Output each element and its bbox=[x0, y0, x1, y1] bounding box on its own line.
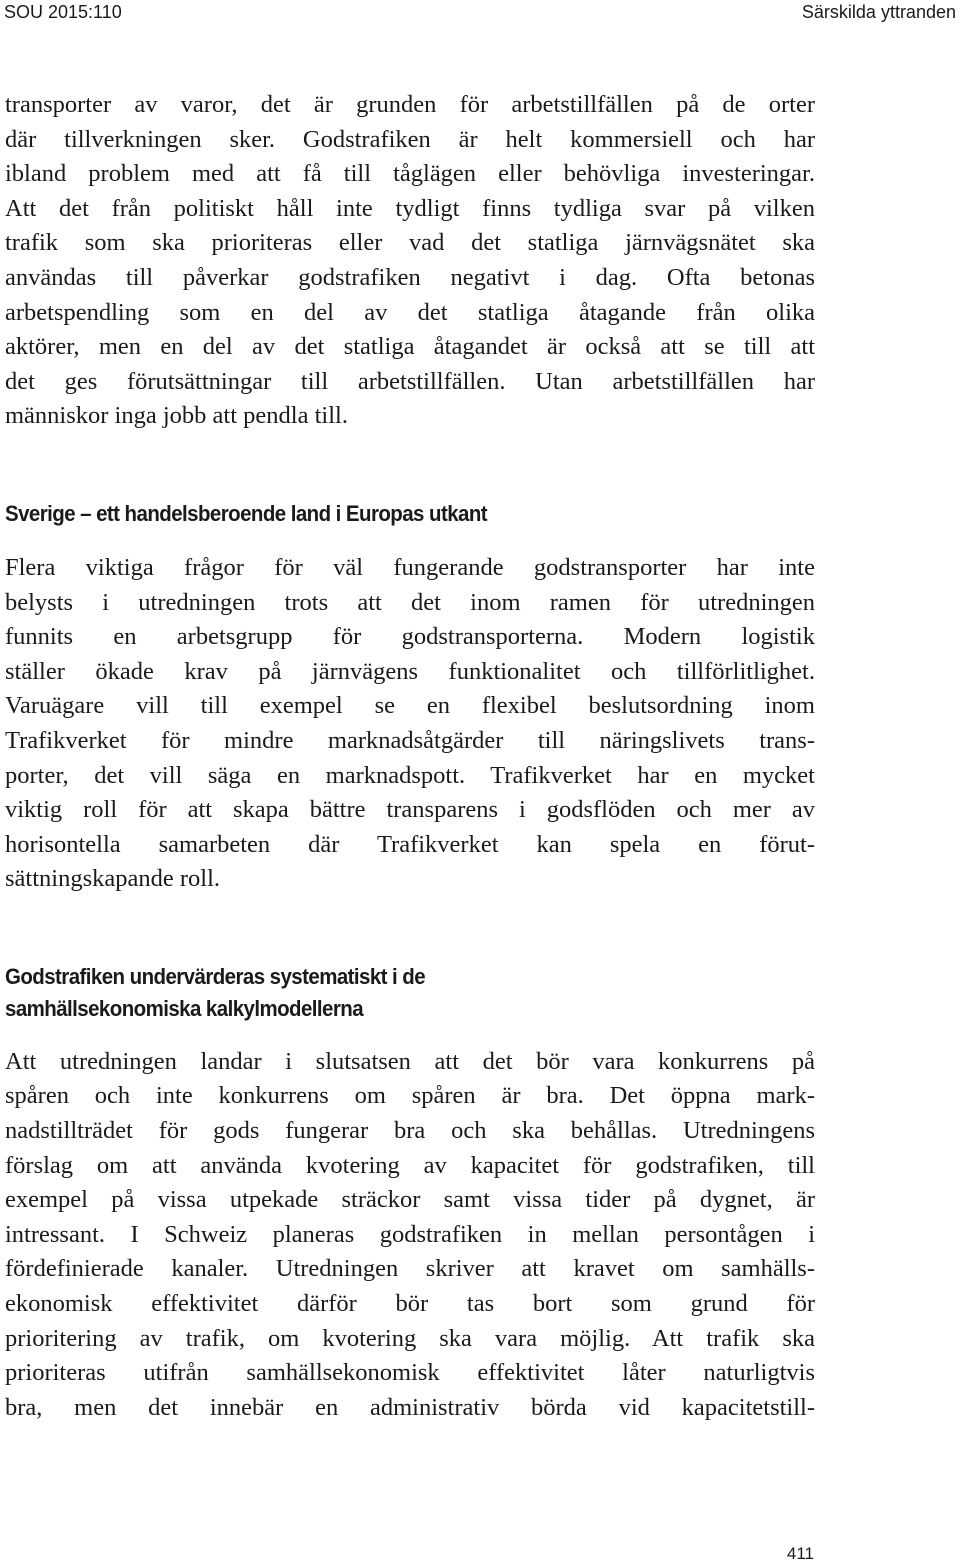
text-line: fördefinierade kanaler. Utredningen skriver att kravet om samhälls- bbox=[5, 1255, 815, 1283]
text-line: ställer ökade krav på järnvägens funktionalitet och tillförlitlighet. bbox=[5, 657, 815, 685]
paragraph-trade bbox=[5, 551, 815, 897]
text-line: prioritering av trafik, om kvotering ska vara möjlig. Att trafik ska bbox=[5, 1324, 815, 1352]
text-line: Varuägare vill till exempel se en flexibel beslutsordning inom bbox=[5, 692, 815, 720]
text-line: intressant. I Schweiz planeras godstrafiken in mellan persontågen i bbox=[5, 1220, 815, 1248]
paragraph-freight bbox=[5, 1045, 815, 1426]
text-line: horisontella samarbeten där Trafikverket kan spela en förut- bbox=[5, 830, 815, 858]
text-line: människor inga jobb att pendla till. bbox=[5, 402, 348, 430]
section-heading-freight bbox=[5, 961, 758, 1025]
text-line: prioriteras utifrån samhällsekonomisk effektivitet låter naturligtvis bbox=[5, 1359, 815, 1387]
page-body bbox=[5, 88, 815, 1425]
text-line: transporter av varor, det är grunden för arbetstillfällen på de orter bbox=[5, 91, 815, 118]
running-header bbox=[0, 2, 960, 24]
text-line: ekonomisk effektivitet därför bör tas bort som grund för bbox=[5, 1290, 815, 1318]
text-line: aktörer, men en del av det statliga åtagandet är också att se till att bbox=[5, 333, 815, 361]
text-line: Att det från politiskt håll inte tydligt finns tydliga svar på vilken bbox=[5, 194, 815, 222]
text-line: funnits en arbetsgrupp för godstransporterna. Modern logistik bbox=[5, 623, 815, 651]
text-line: det ges förutsättningar till arbetstillfällen. Utan arbetstillfällen har bbox=[5, 367, 815, 395]
text-line: spåren och inte konkurrens om spåren är bra. Det öppna mark- bbox=[5, 1082, 815, 1110]
text-line: Att utredningen landar i slutsatsen att det bör vara konkurrens på bbox=[5, 1047, 815, 1075]
text-line: Trafikverket för mindre marknadsåtgärder till näringslivets trans- bbox=[5, 726, 815, 754]
text-line: exempel på vissa utpekade sträckor samt vissa tider på dygnet, är bbox=[5, 1186, 815, 1214]
text-line: viktig roll för att skapa bättre transparens i godsflöden och mer av bbox=[5, 796, 815, 824]
text-line: förslag om att använda kvotering av kapacitet för godstrafiken, till bbox=[5, 1151, 815, 1179]
text-line: där tillverkningen sker. Godstrafiken är helt kommersiell och har bbox=[5, 125, 815, 153]
text-line: nadstillträdet för gods fungerar bra och ska behållas. Utredningens bbox=[5, 1117, 815, 1145]
text-line: belysts i utredningen trots att det inom ramen för utredningen bbox=[5, 588, 815, 616]
text-line: användas till påverkar godstrafiken negativt i dag. Ofta betonas bbox=[5, 263, 815, 291]
section-heading-trade: Sverige – ett handelsberoende land i Europas utkant bbox=[5, 500, 488, 526]
page-number: 411 bbox=[786, 1544, 814, 1563]
document-reference: SOU 2015:110 bbox=[4, 2, 122, 22]
text-line: porter, det vill säga en marknadspott. Trafikverket har en mycket bbox=[5, 761, 815, 789]
text-line: ibland problem med att få till tåglägen eller behövliga investeringar. bbox=[5, 160, 815, 188]
paragraph-intro bbox=[5, 88, 815, 434]
text-line: trafik som ska prioriteras eller vad det statliga järnvägsnätet ska bbox=[5, 229, 815, 257]
heading-line: Godstrafiken undervärderas systematiskt i de bbox=[5, 963, 426, 989]
text-line: sättningskapande roll. bbox=[5, 865, 221, 893]
text-line: Flera viktiga frågor för väl fungerande godstransporter har inte bbox=[5, 553, 815, 581]
text-line: arbetspendling som en del av det statliga åtagande från olika bbox=[5, 298, 815, 326]
section-title: Särskilda yttranden bbox=[801, 2, 956, 22]
heading-line: samhällsekonomiska kalkylmodellerna bbox=[5, 995, 364, 1021]
text-line: bra, men det innebär en administrativ börda vid kapacitetstill- bbox=[5, 1393, 815, 1421]
